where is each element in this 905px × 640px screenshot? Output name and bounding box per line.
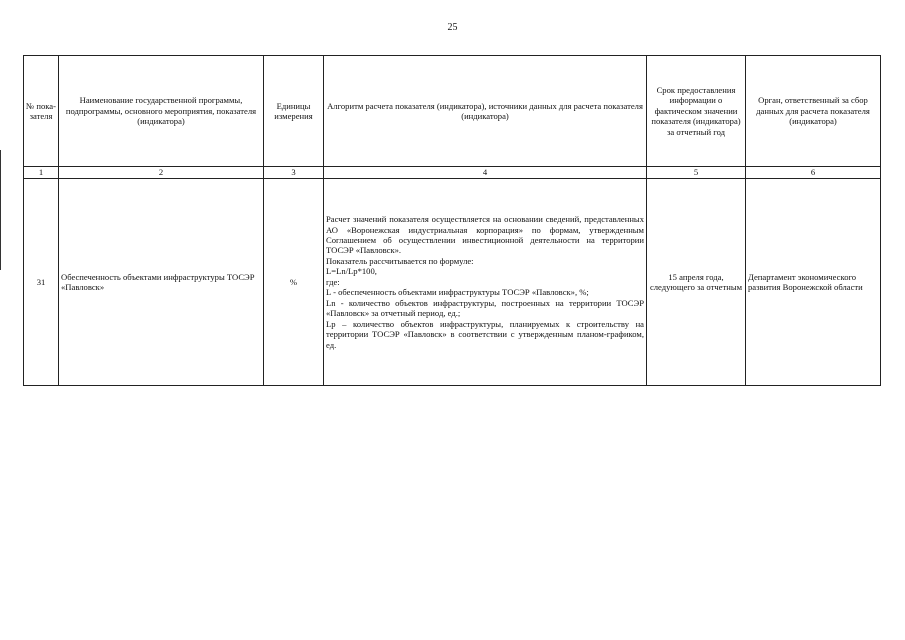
algorithm-paragraph: Показатель рассчитывается по формуле:	[326, 255, 474, 266]
calculation-algorithm	[324, 179, 647, 386]
indicator-table	[23, 55, 881, 386]
column-number: 5	[647, 167, 746, 179]
header-num: № пока-зателя	[24, 56, 59, 167]
column-number: 1	[24, 167, 59, 179]
indicator-name: Обеспеченность объектами инфраструктуры ТОСЭР «Павловск»	[59, 179, 264, 386]
column-number-row	[24, 167, 881, 179]
responsible-organization: Департамент экономического развития Воронежской области	[746, 179, 881, 386]
unit-of-measure: %	[264, 179, 324, 386]
header-unit: Единицы измерения	[264, 56, 324, 167]
column-number: 3	[264, 167, 324, 179]
formula: L=Ln/Lp*100,	[326, 266, 377, 277]
table-header-row	[24, 56, 881, 167]
table-row	[24, 179, 881, 386]
algorithm-paragraph: Lp – количество объектов инфраструктуры, планируемых к строительству на территории ТОСЭР «Павловск» в соответствии с утвержденным планом-графиком, ед.	[326, 318, 644, 350]
header-organization: Орган, ответственный за сбор данных для расчета показателя (индикатора)	[746, 56, 881, 167]
column-number: 6	[746, 167, 881, 179]
column-number: 2	[59, 167, 264, 179]
algorithm-paragraph: где:	[326, 276, 340, 287]
header-algorithm: Алгоритм расчета показателя (индикатора), источники данных для расчета показателя (индикатора)	[324, 56, 647, 167]
row-number: 31	[24, 179, 59, 386]
reporting-deadline: 15 апреля года, следующего за отчетным	[647, 179, 746, 386]
page-edge-mark	[0, 150, 1, 270]
algorithm-paragraph: L - обеспеченность объектами инфраструктуры ТОСЭР «Павловск», %;	[326, 287, 589, 298]
page-number: 25	[447, 22, 458, 33]
column-number: 4	[324, 167, 647, 179]
algorithm-paragraph: Ln - количество объектов инфраструктуры, построенных на территории ТОСЭР «Павловск» за отчетный период, ед.;	[326, 297, 644, 319]
header-name: Наименование государственной программы, подпрограммы, основного мероприятия, показателя (индикатора)	[59, 56, 264, 167]
header-term: Срок предоставления информации о фактическом значении показателя (индикатора) за отчетный год	[647, 56, 746, 167]
algorithm-paragraph: Расчет значений показателя осуществляется на основании сведений, представленных АО «Воронежская индустриальная корпорация» по формам, утвержденным Соглашением об осуществлении инвестиционной деятельности на территории ТОСЭР «Павловск».	[326, 214, 644, 256]
